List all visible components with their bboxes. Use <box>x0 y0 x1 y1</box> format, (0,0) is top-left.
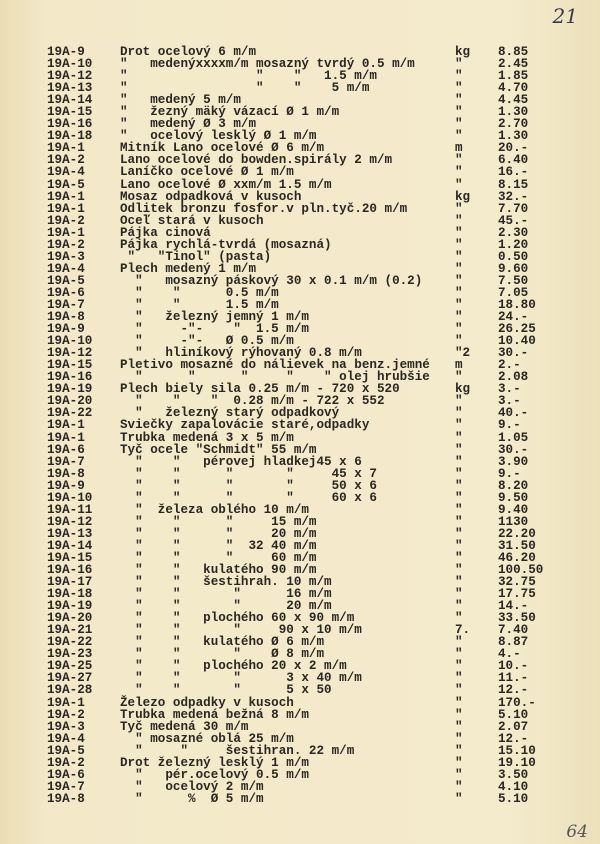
item-code: 19A-15 <box>47 550 93 565</box>
handwritten-page-number: 21 <box>552 4 578 28</box>
item-unit: " <box>455 502 463 517</box>
item-price: 9.50 <box>498 490 529 505</box>
item-price: 8.87 <box>498 635 529 650</box>
list-item <box>0 733 600 745</box>
item-unit: kg <box>455 45 471 59</box>
item-desc: Drot ocelový 6 m/m <box>120 45 257 59</box>
item-unit: " <box>455 490 463 505</box>
item-price: 4.70 <box>498 81 529 96</box>
item-code: 19A-10 <box>47 334 93 349</box>
item-code: 19A-27 <box>47 671 93 686</box>
item-unit: " <box>455 261 463 276</box>
item-desc: " " pérovej hladkej45 x 6 <box>120 454 362 469</box>
item-unit: kg <box>455 382 471 397</box>
list-item <box>0 166 600 178</box>
item-code: 19A-16 <box>47 563 93 578</box>
item-code: 19A-8 <box>47 310 85 325</box>
item-unit: " <box>455 611 463 626</box>
item-price: 8.85 <box>498 45 529 59</box>
item-price: 7.50 <box>498 273 529 288</box>
item-price: 12.- <box>498 731 529 746</box>
list-item <box>0 179 600 191</box>
item-desc: Lano ocelové do bowden.spirály 2 m/m <box>120 153 393 168</box>
item-unit: " <box>455 93 463 108</box>
item-price: 40.- <box>498 406 529 421</box>
item-price: 2.- <box>498 358 521 373</box>
item-code: 19A-6 <box>47 442 85 457</box>
item-desc: " " " 20 m/m <box>120 599 332 614</box>
item-desc: " pér.ocelový 0.5 m/m <box>120 767 309 782</box>
item-code: 19A-22 <box>47 406 93 421</box>
item-unit: " <box>455 225 463 240</box>
item-desc: " hliníkový rýhovaný 0.8 m/m <box>120 346 362 361</box>
item-unit: kg <box>455 189 471 204</box>
item-price: 170.- <box>498 695 536 710</box>
item-desc: Tyč ocele "Schmidt" 55 m/m <box>120 442 317 457</box>
item-code: 19A-16 <box>47 117 93 132</box>
item-unit: " <box>455 249 463 264</box>
item-desc: Plech biely sila 0.25 m/m - 720 x 520 <box>120 382 400 397</box>
item-code: 19A-4 <box>47 165 85 180</box>
item-desc: " medený Ø 3 m/m <box>120 117 257 132</box>
item-price: 18.80 <box>498 297 536 312</box>
item-code: 19A-10 <box>47 490 93 505</box>
item-price: 15.10 <box>498 743 536 758</box>
item-unit: " <box>455 322 463 337</box>
item-code: 19A-5 <box>47 743 85 758</box>
list-item <box>0 419 600 431</box>
item-code: 19A-15 <box>47 105 93 120</box>
item-price: 1.30 <box>498 129 529 144</box>
item-desc: Trubka medená 3 x 5 m/m <box>120 430 294 445</box>
item-unit: " <box>455 129 463 144</box>
item-price: 5.10 <box>498 791 529 806</box>
item-unit: " <box>455 563 463 578</box>
item-desc: " % Ø 5 m/m <box>120 791 264 806</box>
item-unit: "2 <box>455 346 471 361</box>
item-code: 19A-17 <box>47 575 93 590</box>
handwritten-folio-number: 64 <box>566 822 588 842</box>
item-code: 19A-7 <box>47 297 85 312</box>
item-code: 19A-1 <box>47 430 85 445</box>
item-unit: " <box>455 755 463 770</box>
item-desc: " ocelový lesklý Ø 1 m/m <box>120 129 317 144</box>
item-unit: " <box>455 105 463 120</box>
item-desc: " " kulatého 90 m/m <box>120 563 317 578</box>
item-price: 14.- <box>498 599 529 614</box>
item-price: 3.90 <box>498 454 529 469</box>
item-unit: m <box>455 141 463 156</box>
item-code: 19A-14 <box>47 93 93 108</box>
item-desc: " medenýxxxxm/m mosazný tvrdý 0.5 m/m <box>120 57 415 72</box>
item-price: 4.45 <box>498 93 529 108</box>
item-unit: " <box>455 442 463 457</box>
item-desc: " mosazné oblá 25 m/m <box>120 731 294 746</box>
item-code: 19A-3 <box>47 719 85 734</box>
item-price: 7.70 <box>498 201 529 216</box>
item-price: 1.30 <box>498 105 529 120</box>
item-desc: " " šestihran. 22 m/m <box>120 743 355 758</box>
item-code: 19A-21 <box>47 623 93 638</box>
item-price: 11.- <box>498 671 529 686</box>
item-price: 1.85 <box>498 69 529 84</box>
item-desc: " " " " 45 x 7 <box>120 466 377 481</box>
item-unit: " <box>455 454 463 469</box>
item-unit: " <box>455 743 463 758</box>
item-unit: " <box>455 201 463 216</box>
item-unit: " <box>455 767 463 782</box>
item-desc: Trubka medená bežná 8 m/m <box>120 707 309 722</box>
item-unit: " <box>455 310 463 325</box>
item-desc: " ocelový 2 m/m <box>120 779 264 794</box>
item-desc: " " " 16 m/m <box>120 587 332 602</box>
item-price: 8.20 <box>498 478 529 493</box>
item-desc: Mitník Lano ocelové Ø 6 m/m <box>120 141 325 156</box>
item-unit: " <box>455 177 463 192</box>
item-code: 19A-2 <box>47 237 85 252</box>
item-unit: " <box>455 635 463 650</box>
list-item <box>0 492 600 504</box>
item-desc: " " " " 60 x 6 <box>120 490 377 505</box>
item-price: 10.40 <box>498 334 536 349</box>
item-unit: m <box>455 358 463 373</box>
item-code: 19A-1 <box>47 201 85 216</box>
item-desc: Železo odpadky v kusoch <box>120 695 294 710</box>
item-desc: " " 1.5 m/m <box>120 297 279 312</box>
item-code: 19A-2 <box>47 153 85 168</box>
item-code: 19A-23 <box>47 647 93 662</box>
item-unit: " <box>455 57 463 72</box>
item-code: 19A-4 <box>47 261 85 276</box>
item-unit: " <box>455 237 463 252</box>
item-code: 19A-1 <box>47 695 85 710</box>
list-item <box>0 215 600 227</box>
item-unit: " <box>455 430 463 445</box>
list-item <box>0 793 600 805</box>
item-code: 19A-12 <box>47 514 93 529</box>
item-code: 19A-19 <box>47 599 93 614</box>
item-desc: " " plochého 60 x 90 m/m <box>120 611 355 626</box>
item-desc: " " " 3 x 40 m/m <box>120 671 362 686</box>
item-code: 19A-7 <box>47 779 85 794</box>
item-code: 19A-7 <box>47 454 85 469</box>
item-price: 2.45 <box>498 57 529 72</box>
item-code: 19A-3 <box>47 249 85 264</box>
item-unit: " <box>455 165 463 180</box>
item-code: 19A-14 <box>47 538 93 553</box>
item-price: 7.05 <box>498 285 529 300</box>
item-unit: " <box>455 334 463 349</box>
item-code: 19A-18 <box>47 587 93 602</box>
item-unit: " <box>455 526 463 541</box>
item-unit: " <box>455 69 463 84</box>
item-price: 9.40 <box>498 502 529 517</box>
item-code: 19A-15 <box>47 358 93 373</box>
item-code: 19A-2 <box>47 755 85 770</box>
list-item <box>0 697 600 709</box>
item-code: 19A-2 <box>47 707 85 722</box>
item-price: 0.50 <box>498 249 529 264</box>
item-price: 22.20 <box>498 526 536 541</box>
item-unit: " <box>455 81 463 96</box>
item-unit: " <box>455 538 463 553</box>
list-item <box>0 745 600 757</box>
item-price: 33.50 <box>498 611 536 626</box>
list-item <box>0 444 600 456</box>
item-price: 9.- <box>498 418 521 433</box>
item-unit: " <box>455 117 463 132</box>
item-desc: " -"- Ø 0.5 m/m <box>120 334 294 349</box>
item-desc: Mosaz odpadková v kusoch <box>120 189 302 204</box>
item-desc: " " " 5 m/m <box>120 81 370 96</box>
item-price: 26.25 <box>498 322 536 337</box>
item-price: 30.- <box>498 442 529 457</box>
item-price: 10.- <box>498 659 529 674</box>
list-item <box>0 721 600 733</box>
item-desc: " " plochého 20 x 2 m/m <box>120 659 347 674</box>
item-price: 4.- <box>498 647 521 662</box>
item-unit: 7. <box>455 623 471 638</box>
item-desc: " " " 0.28 m/m - 722 x 552 <box>120 394 385 409</box>
item-unit: " <box>455 719 463 734</box>
item-code: 19A-2 <box>47 213 85 228</box>
item-unit: " <box>455 671 463 686</box>
list-item <box>0 480 600 492</box>
item-price: 5.10 <box>498 707 529 722</box>
item-code: 19A-6 <box>47 767 85 782</box>
list-item <box>0 203 600 215</box>
item-price: 2.30 <box>498 225 529 240</box>
item-price: 20.- <box>498 141 529 156</box>
item-price: 2.70 <box>498 117 529 132</box>
item-price: 9.60 <box>498 261 529 276</box>
item-unit: " <box>455 791 463 806</box>
item-price: 24.- <box>498 310 529 325</box>
item-price: 46.20 <box>498 550 536 565</box>
item-price: 31.50 <box>498 538 536 553</box>
item-desc: " " " " " olej hrubšie <box>120 370 430 385</box>
item-price: 19.10 <box>498 755 536 770</box>
item-desc: Lano ocelové Ø xxm/m 1.5 m/m <box>120 177 332 192</box>
list-item <box>0 684 600 696</box>
item-unit: " <box>455 647 463 662</box>
list-item <box>0 709 600 721</box>
item-unit: " <box>455 575 463 590</box>
item-price: 9.- <box>498 466 521 481</box>
item-unit: " <box>455 370 463 385</box>
item-unit: " <box>455 683 463 698</box>
item-code: 19A-22 <box>47 635 93 650</box>
item-unit: " <box>455 297 463 312</box>
item-desc: " " " 60 m/m <box>120 550 317 565</box>
list-item <box>0 191 600 203</box>
item-code: 19A-4 <box>47 731 85 746</box>
item-desc: " " šestihrah. 10 m/m <box>120 575 332 590</box>
item-desc: " " " Ø 8 m/m <box>120 647 325 662</box>
item-desc: Tyč medená 30 m/m <box>120 719 249 734</box>
item-price: 12.- <box>498 683 529 698</box>
item-code: 19A-12 <box>47 69 93 84</box>
item-code: 19A-8 <box>47 466 85 481</box>
item-unit: " <box>455 273 463 288</box>
item-code: 19A-12 <box>47 346 93 361</box>
item-desc: " " " 15 m/m <box>120 514 317 529</box>
item-desc: " železný starý odpadkový <box>120 406 340 421</box>
item-desc: " žezný mäký vázací Ø 1 m/m <box>120 105 340 120</box>
item-desc: Pájka cinová <box>120 225 211 240</box>
item-code: 19A-6 <box>47 285 85 300</box>
item-desc: Odlitek bronzu fosfor.v pln.tyč.20 m/m <box>120 201 408 216</box>
item-desc: Pletivo mosazné do nálievek na benz.jemné <box>120 358 430 373</box>
item-price: 30.- <box>498 346 529 361</box>
item-code: 19A-5 <box>47 273 85 288</box>
item-code: 19A-9 <box>47 45 85 59</box>
item-unit: " <box>455 213 463 228</box>
list-item <box>0 432 600 444</box>
item-price: 3.- <box>498 382 521 397</box>
list-item <box>0 468 600 480</box>
list-item <box>0 239 600 251</box>
item-unit: " <box>455 466 463 481</box>
item-desc: " " " 5 x 50 <box>120 683 332 698</box>
item-unit: " <box>455 707 463 722</box>
item-desc: Plech medený 1 m/m <box>120 261 257 276</box>
list-item <box>0 757 600 769</box>
item-unit: " <box>455 550 463 565</box>
list-item <box>0 456 600 468</box>
item-unit: " <box>455 599 463 614</box>
item-desc: Oceľ stará v kusoch <box>120 213 264 228</box>
item-code: 19A-18 <box>47 129 93 144</box>
item-code: 19A-25 <box>47 659 93 674</box>
item-desc: " " 0.5 m/m <box>120 285 279 300</box>
item-price: 16.- <box>498 165 529 180</box>
item-price: 17.75 <box>498 587 536 602</box>
item-unit: " <box>455 731 463 746</box>
item-price: 3.50 <box>498 767 529 782</box>
item-desc: " " " 32 40 m/m <box>120 538 317 553</box>
item-price: 3.- <box>498 394 521 409</box>
item-unit: " <box>455 406 463 421</box>
item-unit: " <box>455 478 463 493</box>
item-unit: " <box>455 514 463 529</box>
item-desc: " " " 90 x 10 m/m <box>120 623 362 638</box>
item-desc: " mosazný páskový 30 x 0.1 m/m (0.2) <box>120 273 423 288</box>
item-price: 32.75 <box>498 575 536 590</box>
item-desc: " " " 1.5 m/m <box>120 69 377 84</box>
item-price: 4.10 <box>498 779 529 794</box>
item-desc: " medený 5 m/m <box>120 93 241 108</box>
item-desc: " železný jemný 1 m/m <box>120 310 309 325</box>
item-code: 19A-1 <box>47 141 85 156</box>
item-desc: " " " 20 m/m <box>120 526 317 541</box>
item-code: 19A-9 <box>47 322 85 337</box>
item-code: 19A-20 <box>47 611 93 626</box>
item-desc: " " kulatého Ø 6 m/m <box>120 635 325 650</box>
item-price: 32.- <box>498 189 529 204</box>
item-code: 19A-28 <box>47 683 93 698</box>
item-desc: Sviečky zapalovácie staré,odpadky <box>120 418 370 433</box>
item-code: 19A-10 <box>47 57 93 72</box>
item-desc: Laníčko ocelové Ø 1 m/m <box>120 165 294 180</box>
item-code: 19A-1 <box>47 189 85 204</box>
item-price: 8.15 <box>498 177 529 192</box>
item-desc: " " " " 50 x 6 <box>120 478 377 493</box>
item-unit: " <box>455 659 463 674</box>
inventory-list <box>0 46 600 805</box>
item-desc: " železa oblého 10 m/m <box>120 502 309 517</box>
item-unit: " <box>455 779 463 794</box>
item-unit: " <box>455 587 463 602</box>
item-code: 19A-11 <box>47 502 93 517</box>
item-code: 19A-1 <box>47 225 85 240</box>
item-price: 1130 <box>498 514 529 529</box>
item-price: 2.08 <box>498 370 529 385</box>
item-code: 19A-13 <box>47 526 93 541</box>
item-code: 19A-20 <box>47 394 93 409</box>
item-price: 2.07 <box>498 719 529 734</box>
item-unit: " <box>455 695 463 710</box>
item-price: 1.05 <box>498 430 529 445</box>
item-code: 19A-9 <box>47 478 85 493</box>
item-price: 45.- <box>498 213 529 228</box>
item-code: 19A-13 <box>47 81 93 96</box>
item-price: 7.40 <box>498 623 529 638</box>
item-code: 19A-19 <box>47 382 93 397</box>
item-code: 19A-16 <box>47 370 93 385</box>
item-desc: " -"- " 1.5 m/m <box>120 322 309 337</box>
item-desc: Drot železný lesklý 1 m/m <box>120 755 309 770</box>
item-code: 19A-8 <box>47 791 85 806</box>
item-desc: Pájka rychlá-tvrdá (mosazná) <box>120 237 332 252</box>
item-unit: " <box>455 153 463 168</box>
item-price: 100.50 <box>498 563 544 578</box>
item-unit: " <box>455 418 463 433</box>
item-code: 19A-5 <box>47 177 85 192</box>
list-item <box>0 227 600 239</box>
item-code: 19A-1 <box>47 418 85 433</box>
item-desc: " "Tinol" (pasta) <box>120 249 272 264</box>
item-unit: " <box>455 394 463 409</box>
item-unit: " <box>455 285 463 300</box>
item-price: 1.20 <box>498 237 529 252</box>
item-price: 6.40 <box>498 153 529 168</box>
